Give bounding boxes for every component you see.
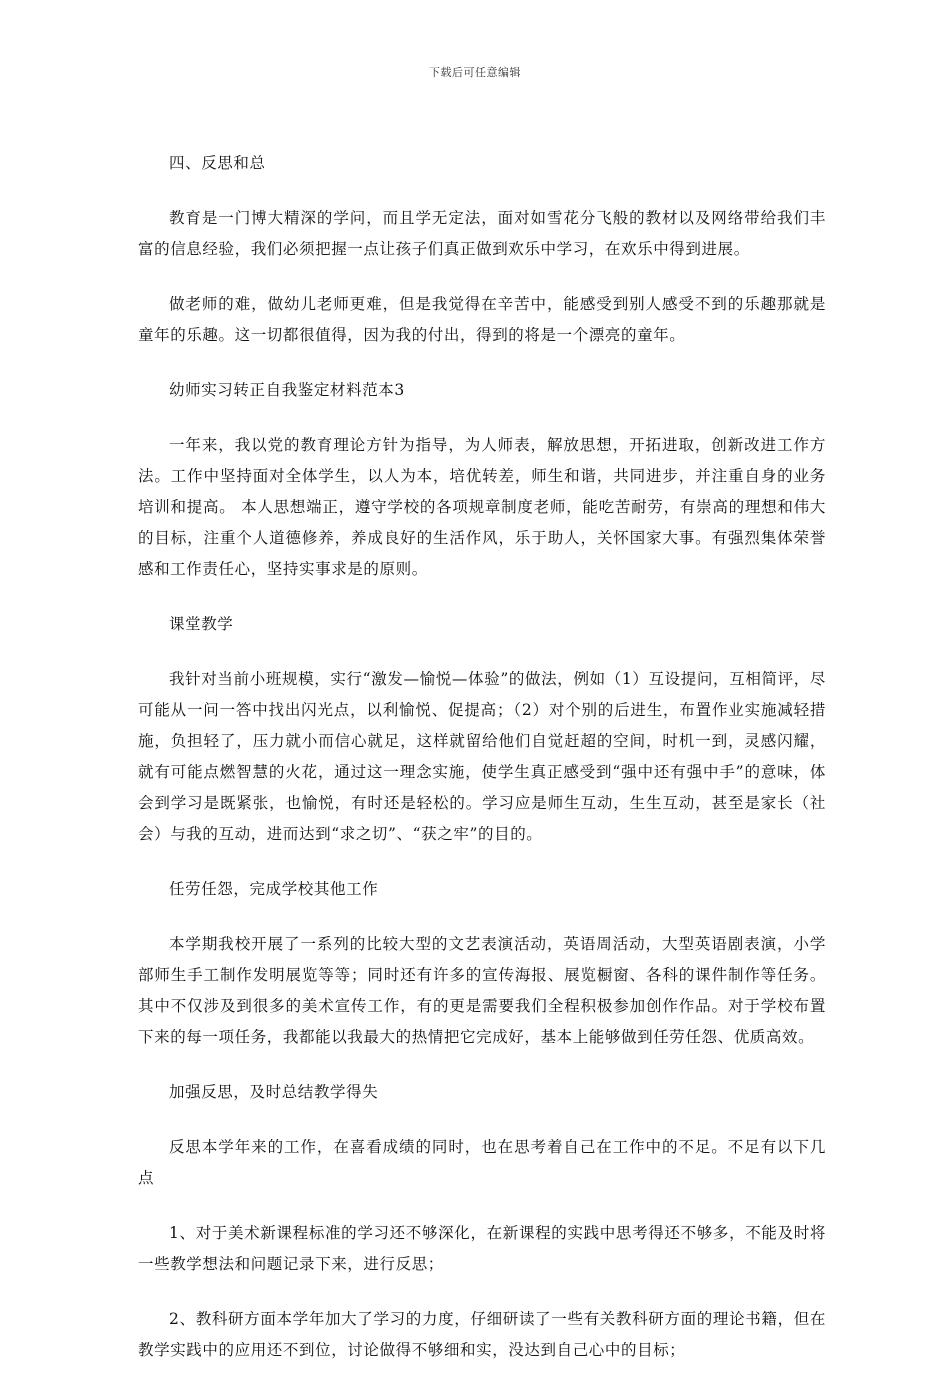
- paragraph-reflection-intro: 反思本学年来的工作，在喜看成绩的同时，也在思考着自己在工作中的不足。不足有以下几点: [138, 1138, 826, 1187]
- page-header: 下载后可任意编辑: [429, 66, 521, 79]
- paragraph-teacher-difficulty: 做老师的难，做幼儿老师更难，但是我觉得在辛苦中，能感受到别人感受不到的乐趣那就是童年的乐趣。这一切都很值得，因为我的付出，得到的将是一个漂亮的童年。: [138, 295, 826, 344]
- paragraph-classroom-method: 我针对当前小班规模，实行“激发—愉悦—体验”的做法，例如（1）互设提问，互相简评，尽可能从一问一答中找出闪光点，以利愉悦、促提高；（2）对个别的后进生，布置作业实施减轻措施，负担轻了，压力就小而信心就足，这样就留给他们自觉赶超的空间，时机一到，灵感闪耀，就有可能点燃智慧的火花，通过这一理念实施，使学生真正感受到“强中还有强中手”的意味，体会到学习是既紧张，也愉悦，有时还是轻松的。学习应是师生互动，生生互动，甚至是家长（社会）与我的互动，进而达到“求之切”、“获之牢”的目的。: [138, 670, 826, 843]
- section-heading-reflect-summary: 加强反思，及时总结教学得失: [169, 1083, 379, 1101]
- section-heading-classroom: 课堂教学: [169, 615, 234, 633]
- list-item-2: 2、教科研方面本学年加大了学习的力度，仔细研读了一些有关教科研方面的理论书籍，但在教学实践中的应用还不到位，讨论做得不够细和实，没达到自己心中的目标；: [138, 1310, 826, 1359]
- section-title-sample-3: 幼师实习转正自我鉴定材料范本3: [169, 381, 405, 399]
- section-heading-reflection: 四、反思和总: [169, 154, 266, 172]
- paragraph-one-year: 一年来，我以党的教育理论方针为指导，为人师表，解放思想，开拓进取，创新改进工作方法。工作中坚持面对全体学生，以人为本，培优转差，师生和谐，共同进步，并注重自身的业务培训和提高。 本人思想端正，遵守学校的各项规章制度老师，能吃苦耐劳，有崇高的理想和伟大的目标，注重个人道德修养，养成良好的生活作风，乐于助人，关怀国家大事。有强烈集体荣誉感和工作责任心，坚持实事求是的原则。: [138, 436, 826, 578]
- section-heading-other-work: 任劳任怨，完成学校其他工作: [169, 880, 379, 898]
- document-body: [138, 148, 826, 1390]
- paragraph-school-activities: 本学期我校开展了一系列的比较大型的文艺表演活动，英语周活动，大型英语剧表演，小学部师生手工制作发明展览等等；同时还有许多的宣传海报、展览橱窗、各科的课件制作等任务。其中不仅涉及到很多的美术宣传工作，有的更是需要我们全程积极参加创作作品。对于学校布置下来的每一项任务，我都能以我最大的热情把它完成好，基本上能够做到任劳任怨、优质高效。: [138, 935, 826, 1046]
- paragraph-education: 教育是一门博大精深的学问，而且学无定法，面对如雪花分飞般的教材以及网络带给我们丰富的信息经验，我们必须把握一点让孩子们真正做到欢乐中学习，在欢乐中得到进展。: [138, 209, 826, 258]
- list-item-1: 1、对于美术新课程标准的学习还不够深化，在新课程的实践中思考得还不够多，不能及时将一些教学想法和问题记录下来，进行反思；: [138, 1224, 826, 1273]
